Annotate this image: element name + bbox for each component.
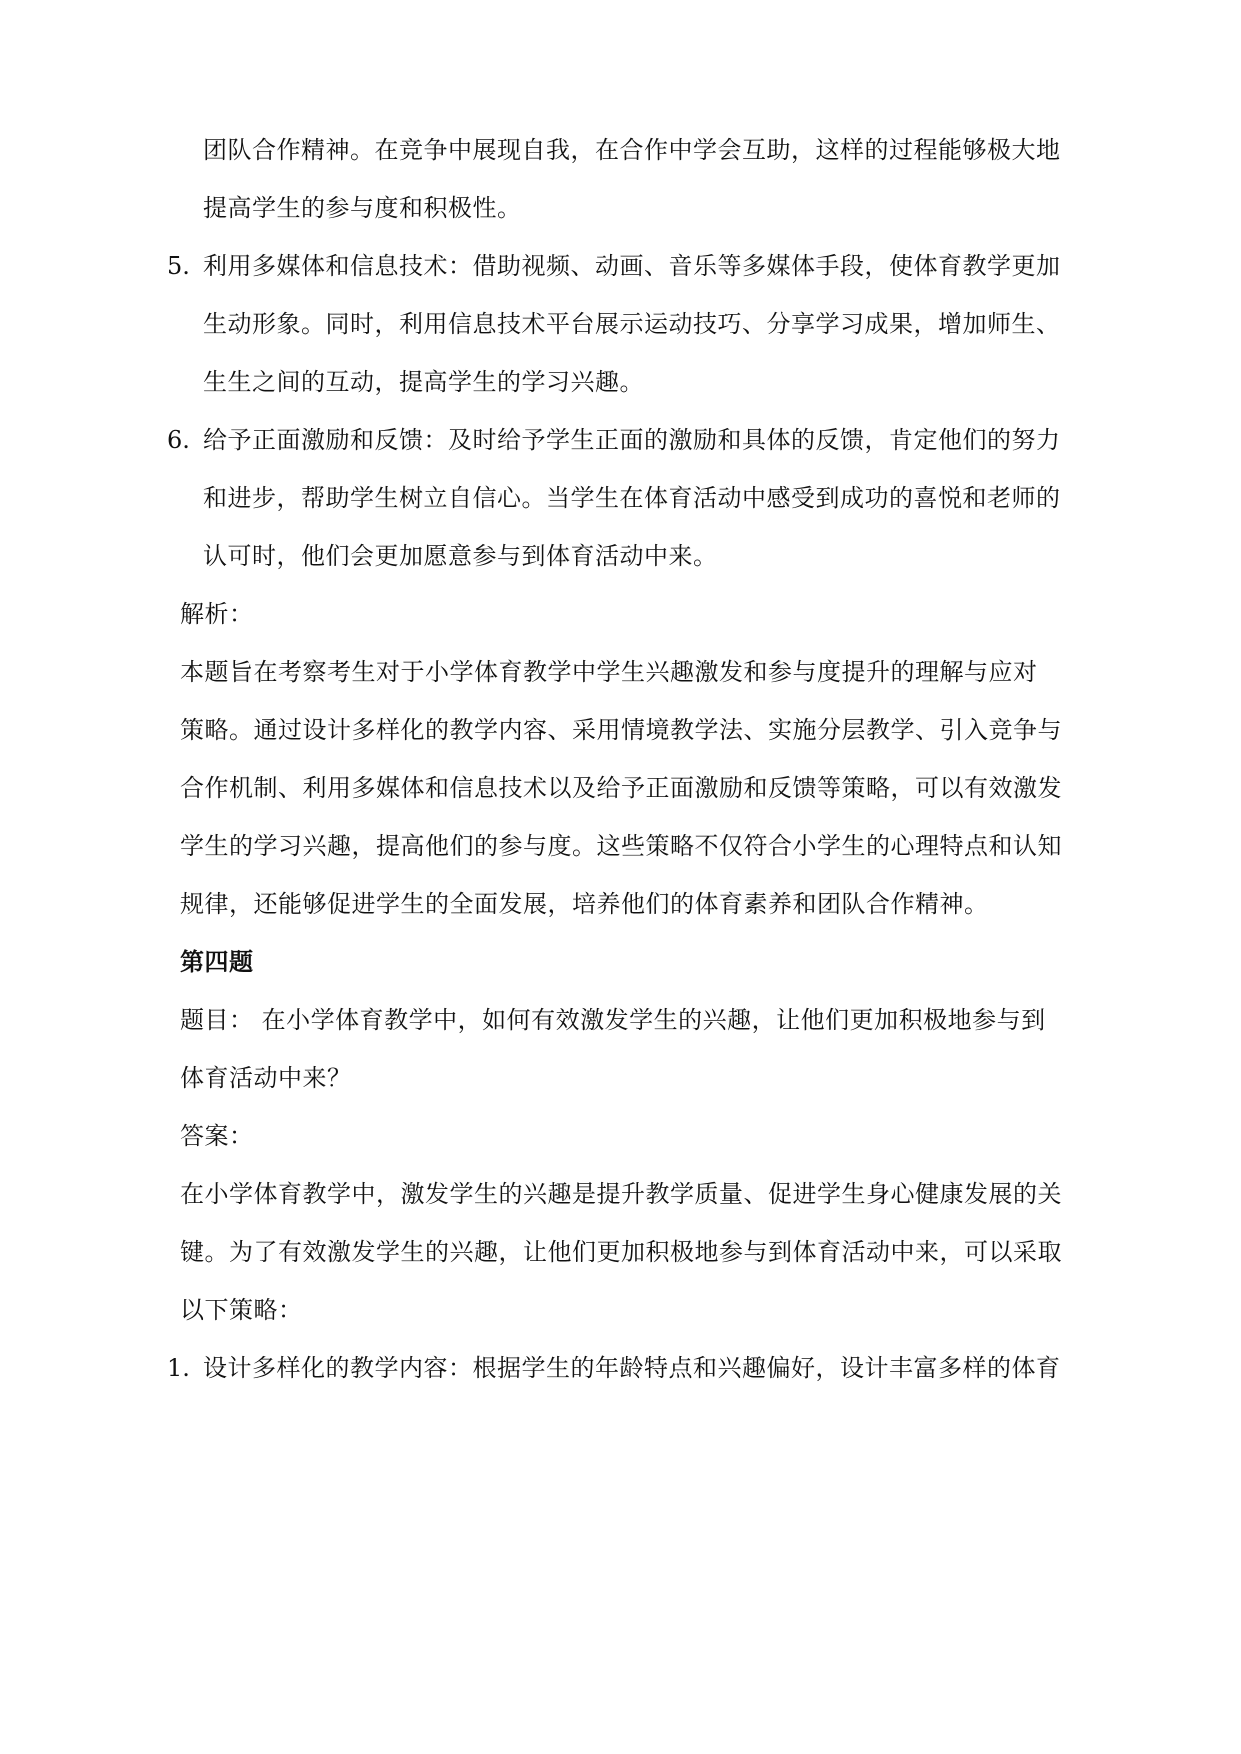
section-heading: 第四题 [180, 947, 254, 976]
item5-line-2: 生动形象。同时，利用信息技术平台展示运动技巧、分享学习成果，增加师生、 [203, 310, 1061, 338]
answer-line-2: 键。为了有效激发学生的兴趣，让他们更加积极地参与到体育活动中来，可以采取 [180, 1238, 1062, 1266]
analysis-line-3: 合作机制、利用多媒体和信息技术以及给予正面激励和反馈等策略，可以有效激发 [180, 774, 1062, 802]
continuation-line-2: 提高学生的参与度和积极性。 [203, 194, 522, 222]
analysis-line-4: 学生的学习兴趣，提高他们的参与度。这些策略不仅符合小学生的心理特点和认知 [180, 832, 1062, 860]
question-line-2: 体育活动中来？ [180, 1064, 352, 1092]
item6-line-2: 和进步，帮助学生树立自信心。当学生在体育活动中感受到成功的喜悦和老师的 [203, 484, 1061, 512]
answer-label: 答案： [180, 1122, 254, 1150]
item5-line-3: 生生之间的互动，提高学生的学习兴趣。 [203, 368, 644, 396]
item6-line-1: 给予正面激励和反馈：及时给予学生正面的激励和具体的反馈，肯定他们的努力 [203, 426, 1061, 454]
analysis-line-5: 规律，还能够促进学生的全面发展，培养他们的体育素养和团队合作精神。 [180, 890, 989, 918]
continuation-line-1: 团队合作精神。在竞争中展现自我，在合作中学会互助，这样的过程能够极大地 [203, 136, 1061, 164]
analysis-label: 解析： [180, 600, 254, 628]
item6-line-3: 认可时，他们会更加愿意参与到体育活动中来。 [203, 542, 718, 570]
list-number-1: 1. [167, 1354, 190, 1382]
list-number-5: 5. [167, 252, 190, 280]
answer-line-1: 在小学体育教学中，激发学生的兴趣是提升教学质量、促进学生身心健康发展的关 [180, 1180, 1062, 1208]
item5-line-1: 利用多媒体和信息技术：借助视频、动画、音乐等多媒体手段，使体育教学更加 [203, 252, 1061, 280]
analysis-line-2: 策略。通过设计多样化的教学内容、采用情境教学法、实施分层教学、引入竞争与 [180, 716, 1062, 744]
analysis-line-1: 本题旨在考察考生对于小学体育教学中学生兴趣激发和参与度提升的理解与应对 [180, 658, 1038, 686]
list-number-6: 6. [167, 426, 190, 454]
item1-line-1: 设计多样化的教学内容：根据学生的年龄特点和兴趣偏好，设计丰富多样的体育 [203, 1354, 1061, 1382]
question-line-1: 题目： 在小学体育教学中，如何有效激发学生的兴趣，让他们更加积极地参与到 [180, 1006, 1046, 1034]
answer-line-3: 以下策略： [180, 1296, 303, 1324]
